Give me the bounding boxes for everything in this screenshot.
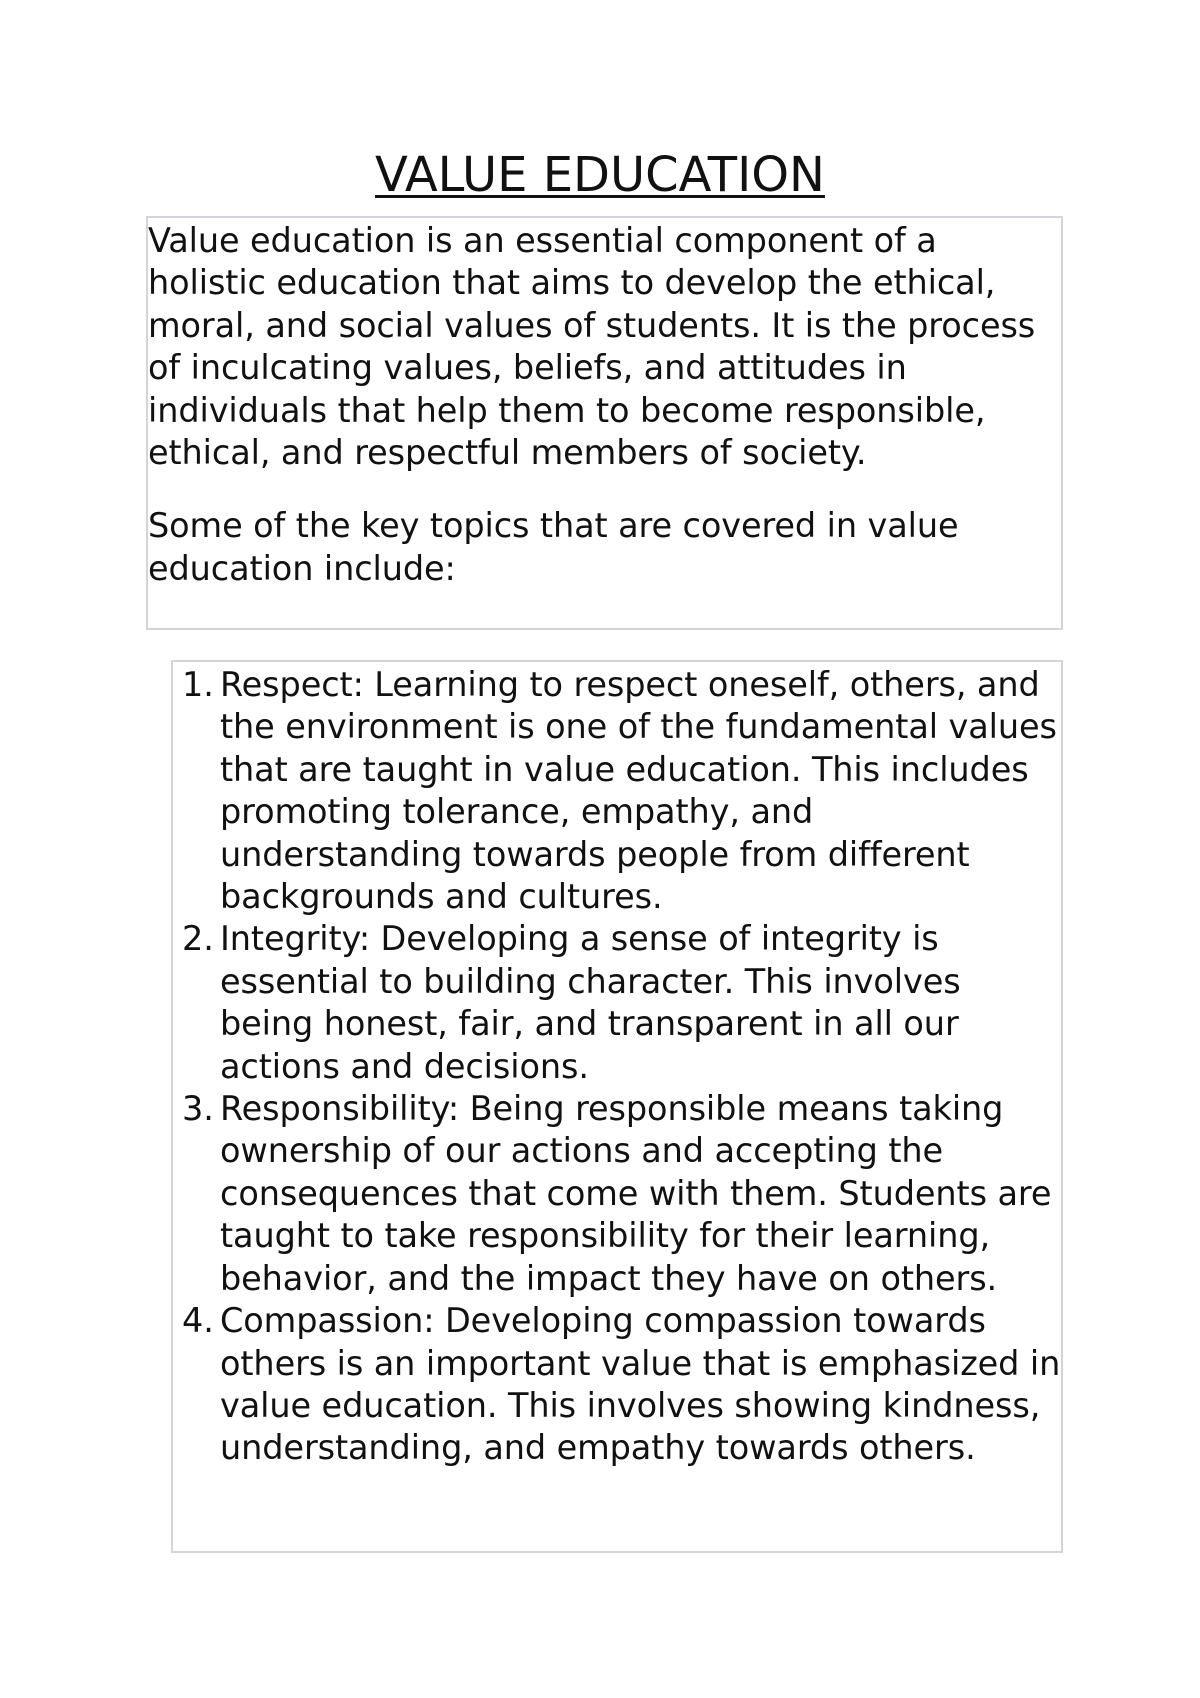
page-title: [0, 146, 1200, 204]
list-item-text: Respect: Learning to respect oneself, others, and the environment is one of the fundamental values that are taught in value education. This includes promoting tolerance, empathy, and understanding towards people from different backgrounds and cultures.: [220, 665, 1057, 917]
list-item-compassion: [173, 1300, 1061, 1470]
list-item-number: 2.: [182, 919, 214, 959]
topics-list: [173, 664, 1061, 1470]
intro-text-box: [146, 216, 1063, 630]
list-item-number: 1.: [182, 665, 214, 704]
list-item-text: Compassion: Developing compassion towards others is an important value that is emphasized in value education. This involves showing kindness, understanding, and empathy towards others.: [220, 1301, 1061, 1468]
page-title-text: VALUE EDUCATION: [375, 147, 825, 203]
list-item-number: 4.: [182, 1301, 214, 1341]
topics-list-box: [171, 660, 1063, 1553]
list-item-number: 3.: [182, 1089, 214, 1129]
list-item-integrity: [173, 918, 1061, 1088]
intro-paragraph: Value education is an essential component of a holistic education that aims to develop the ethical, moral, and social values of students. It is the process of inculcating values, beliefs, and attitudes in individuals that help them to become responsible, ethical, and respectful members of society.: [148, 221, 1036, 473]
list-item-text: Integrity: Developing a sense of integrity is essential to building character. This involves being honest, fair, and transparent in all our actions and decisions.: [220, 919, 961, 1086]
list-item-text: Responsibility: Being responsible means taking ownership of our actions and accepting the consequences that come with them. Students are taught to take responsibility for their learning, behavior, and the impact they have on others.: [220, 1089, 1052, 1298]
list-item-responsibility: [173, 1088, 1061, 1300]
topics-lead-paragraph: Some of the key topics that are covered in value education include:: [148, 506, 959, 588]
list-item-respect: [173, 664, 1061, 918]
